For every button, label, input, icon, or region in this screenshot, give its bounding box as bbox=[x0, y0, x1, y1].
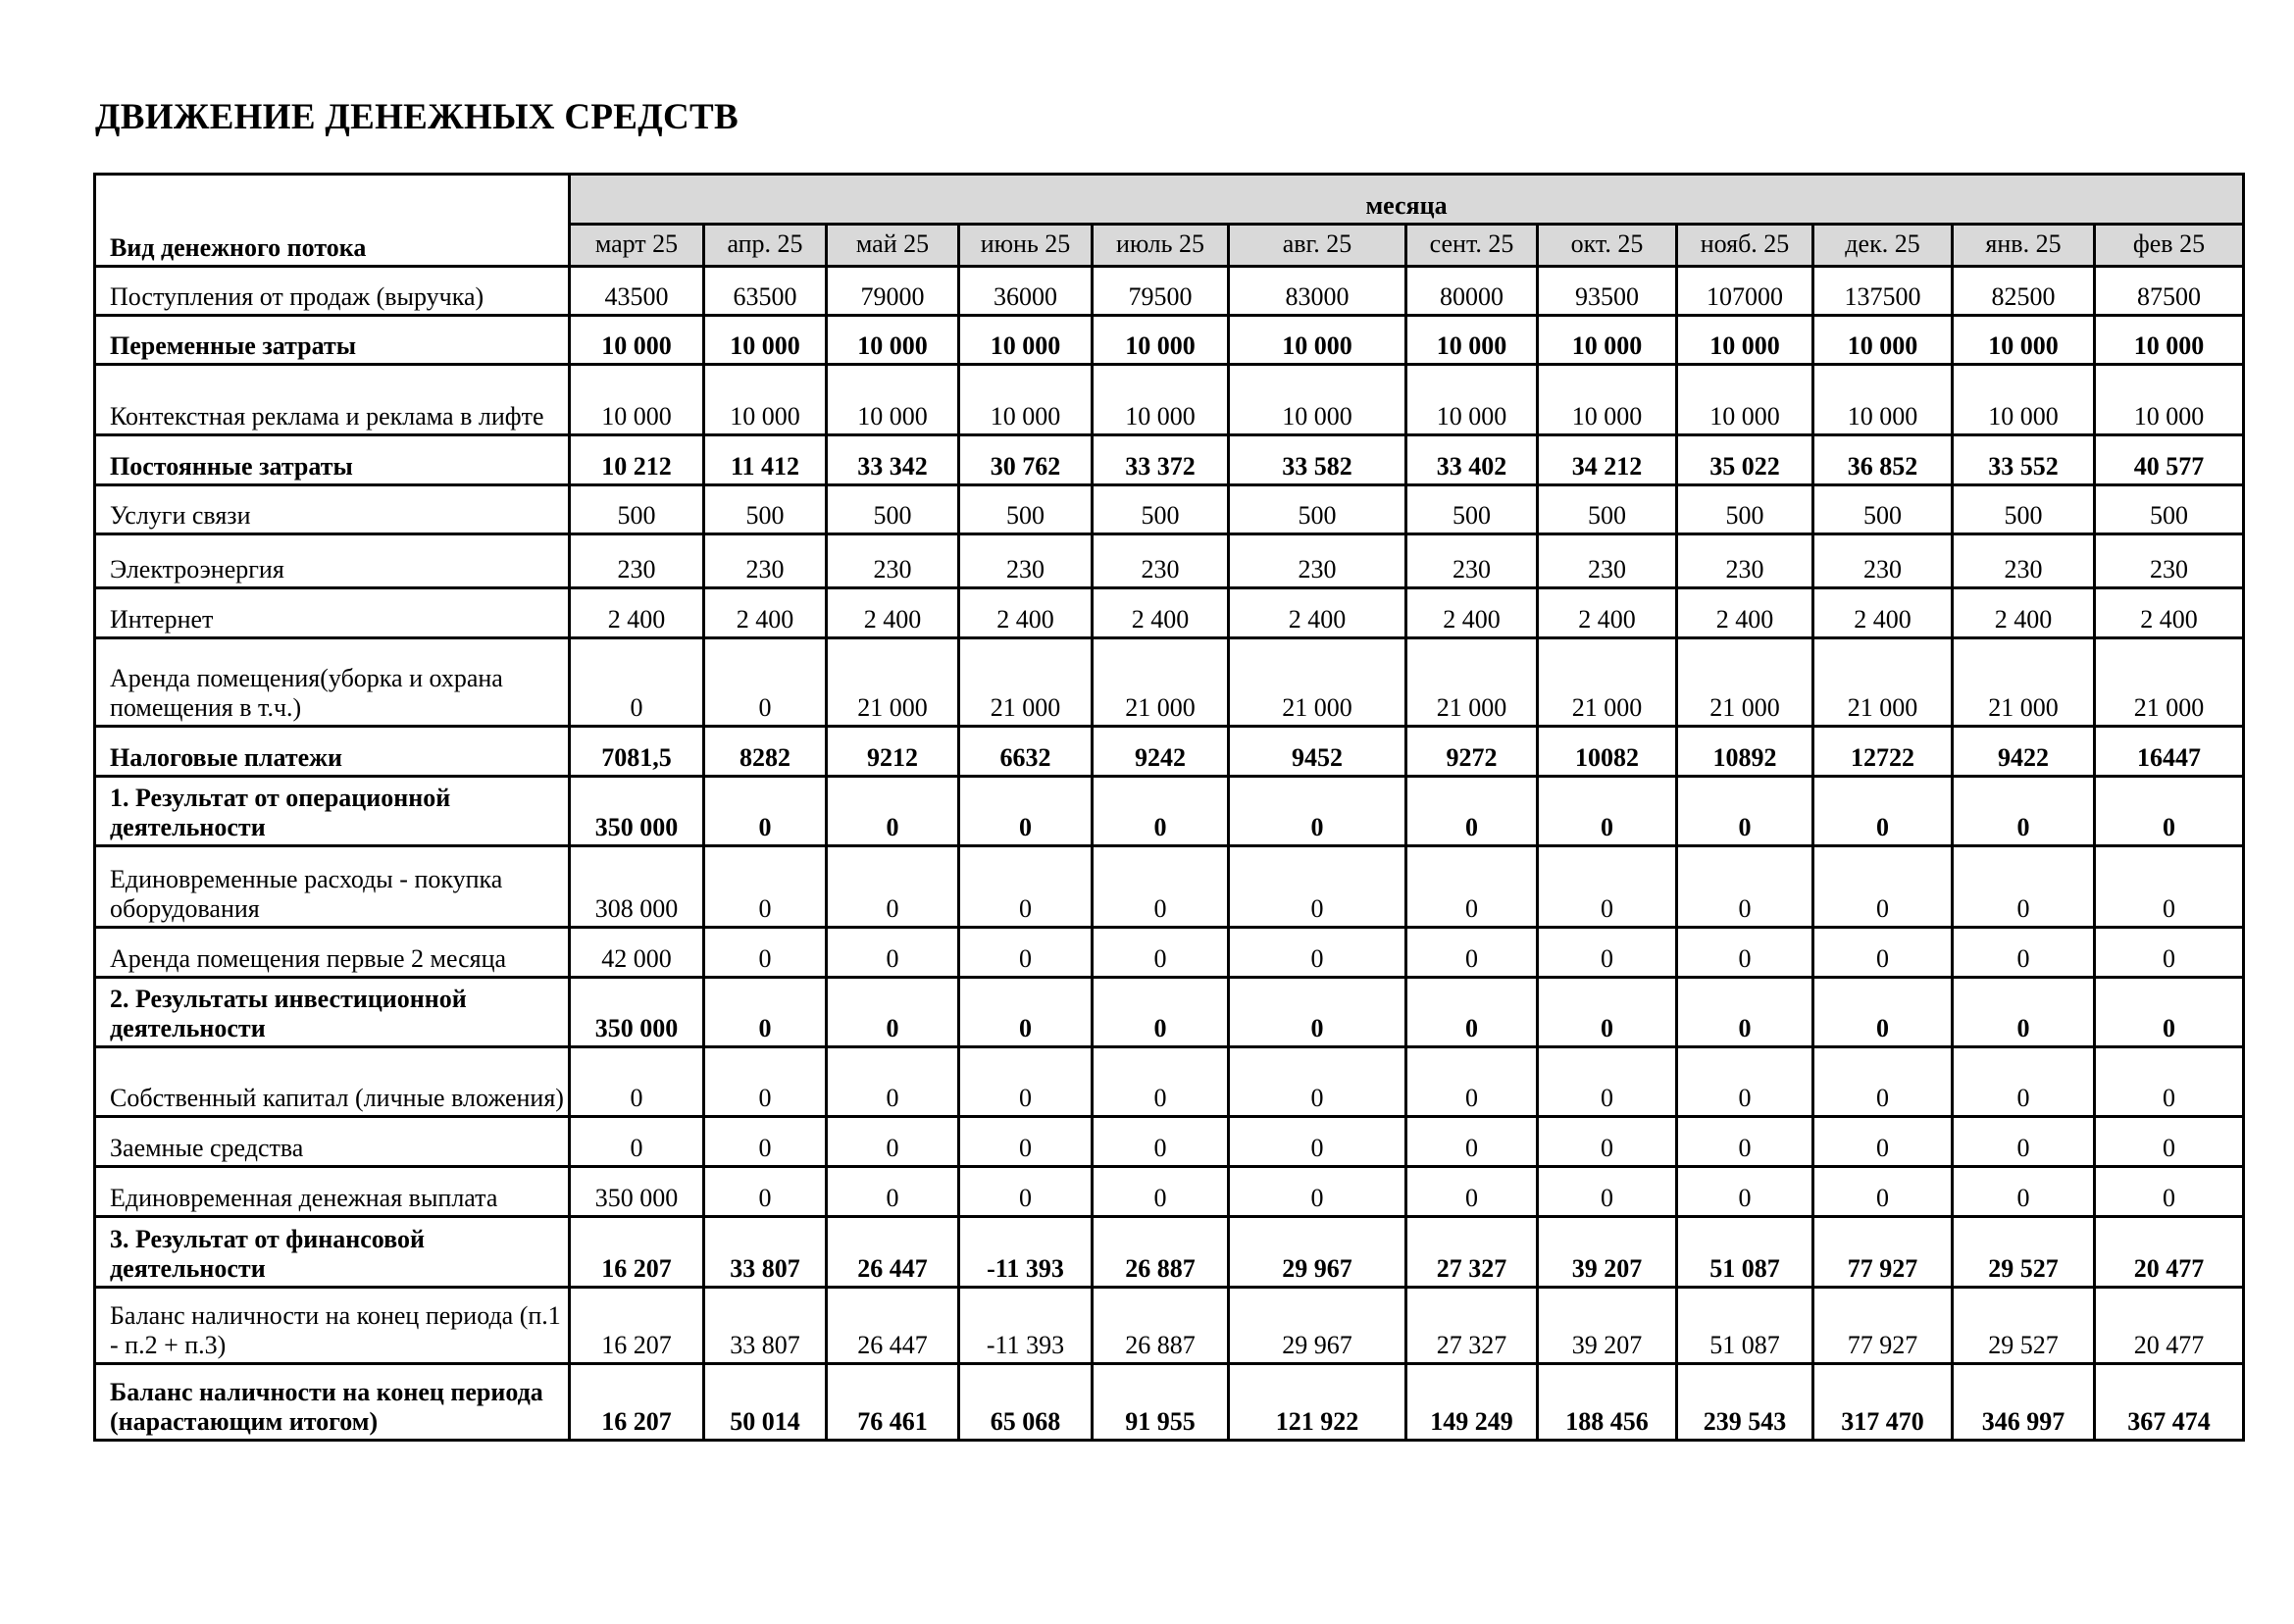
value-cell: 30 762 bbox=[959, 435, 1093, 485]
value-cell: 0 bbox=[959, 1167, 1093, 1217]
value-cell: 10082 bbox=[1538, 727, 1677, 777]
value-cell: 2 400 bbox=[1229, 588, 1406, 638]
value-cell: 0 bbox=[1953, 978, 2095, 1047]
value-cell: 0 bbox=[1813, 1047, 1953, 1117]
value-cell: 0 bbox=[570, 1047, 704, 1117]
value-cell: 33 807 bbox=[704, 1217, 827, 1288]
value-cell: 10 000 bbox=[704, 316, 827, 365]
value-cell: 308 000 bbox=[570, 846, 704, 928]
value-cell: 0 bbox=[1538, 846, 1677, 928]
value-cell: 9272 bbox=[1406, 727, 1538, 777]
value-cell: 0 bbox=[704, 638, 827, 727]
value-cell: 239 543 bbox=[1677, 1364, 1813, 1441]
value-cell: 29 527 bbox=[1953, 1288, 2095, 1364]
value-cell: 230 bbox=[1406, 534, 1538, 588]
value-cell: 0 bbox=[704, 1117, 827, 1167]
value-cell: 8282 bbox=[704, 727, 827, 777]
borrowed-funds-row bbox=[95, 1117, 2244, 1167]
page-title: ДВИЖЕНИЕ ДЕНЕЖНЫХ СРЕДСТВ bbox=[95, 97, 739, 137]
value-cell: 33 402 bbox=[1406, 435, 1538, 485]
value-cell: 51 087 bbox=[1677, 1288, 1813, 1364]
value-cell: 20 477 bbox=[2095, 1288, 2244, 1364]
value-cell: 10 000 bbox=[1953, 316, 2095, 365]
value-cell: 0 bbox=[1229, 978, 1406, 1047]
value-cell: 2 400 bbox=[1538, 588, 1677, 638]
value-cell: 500 bbox=[1677, 485, 1813, 534]
months-group-header: месяца bbox=[570, 175, 2244, 225]
value-cell: 230 bbox=[827, 534, 959, 588]
value-cell: 10 000 bbox=[1229, 316, 1406, 365]
value-cell: 0 bbox=[1538, 777, 1677, 846]
value-cell: 0 bbox=[2095, 1047, 2244, 1117]
equipment-purchase-row bbox=[95, 846, 2244, 928]
value-cell: 93500 bbox=[1538, 267, 1677, 316]
value-cell: 0 bbox=[1677, 846, 1813, 928]
value-cell: 2 400 bbox=[1813, 588, 1953, 638]
value-cell: 0 bbox=[827, 1117, 959, 1167]
row-label: Заемные средства bbox=[95, 1117, 570, 1167]
value-cell: 0 bbox=[704, 1167, 827, 1217]
value-cell: 21 000 bbox=[1813, 638, 1953, 727]
value-cell: 0 bbox=[1229, 846, 1406, 928]
value-cell: 0 bbox=[570, 1117, 704, 1167]
value-cell: 0 bbox=[827, 1047, 959, 1117]
value-cell: 0 bbox=[1406, 777, 1538, 846]
month-header: апр. 25 bbox=[704, 225, 827, 267]
value-cell: 33 582 bbox=[1229, 435, 1406, 485]
value-cell: -11 393 bbox=[959, 1288, 1093, 1364]
value-cell: 0 bbox=[1229, 1117, 1406, 1167]
value-cell: 0 bbox=[827, 777, 959, 846]
value-cell: 500 bbox=[570, 485, 704, 534]
value-cell: 77 927 bbox=[1813, 1217, 1953, 1288]
value-cell: 10 000 bbox=[1093, 365, 1229, 435]
value-cell: 9242 bbox=[1093, 727, 1229, 777]
value-cell: 350 000 bbox=[570, 777, 704, 846]
value-cell: 21 000 bbox=[959, 638, 1093, 727]
advertising-row bbox=[95, 365, 2244, 435]
value-cell: 500 bbox=[1538, 485, 1677, 534]
value-cell: 10 000 bbox=[959, 316, 1093, 365]
value-cell: 10 000 bbox=[570, 365, 704, 435]
row-label: Электроэнергия bbox=[95, 534, 570, 588]
value-cell: 20 477 bbox=[2095, 1217, 2244, 1288]
value-cell: 500 bbox=[1093, 485, 1229, 534]
value-cell: 0 bbox=[1953, 846, 2095, 928]
value-cell: 10 000 bbox=[1813, 316, 1953, 365]
value-cell: 10 000 bbox=[704, 365, 827, 435]
value-cell: 0 bbox=[1538, 978, 1677, 1047]
value-cell: 0 bbox=[1406, 928, 1538, 978]
value-cell: 10 000 bbox=[827, 365, 959, 435]
value-cell: 0 bbox=[1093, 846, 1229, 928]
variable-costs-row bbox=[95, 316, 2244, 365]
value-cell: 80000 bbox=[1406, 267, 1538, 316]
row-label: 3. Результат от финансовой деятельности bbox=[95, 1217, 570, 1288]
value-cell: 0 bbox=[959, 928, 1093, 978]
value-cell: 16 207 bbox=[570, 1364, 704, 1441]
row-label: Аренда помещения первые 2 месяца bbox=[95, 928, 570, 978]
month-header: янв. 25 bbox=[1953, 225, 2095, 267]
value-cell: 21 000 bbox=[1677, 638, 1813, 727]
value-cell: 230 bbox=[1677, 534, 1813, 588]
value-cell: 0 bbox=[570, 638, 704, 727]
value-cell: 317 470 bbox=[1813, 1364, 1953, 1441]
value-cell: 10892 bbox=[1677, 727, 1813, 777]
row-label: 1. Результат от операционной деятельности bbox=[95, 777, 570, 846]
value-cell: 35 022 bbox=[1677, 435, 1813, 485]
value-cell: 0 bbox=[1677, 978, 1813, 1047]
value-cell: 0 bbox=[704, 928, 827, 978]
internet-row bbox=[95, 588, 2244, 638]
value-cell: 500 bbox=[1953, 485, 2095, 534]
month-header: июль 25 bbox=[1093, 225, 1229, 267]
value-cell: 21 000 bbox=[1953, 638, 2095, 727]
value-cell: 500 bbox=[1406, 485, 1538, 534]
row-label: Собственный капитал (личные вложения) bbox=[95, 1047, 570, 1117]
value-cell: 0 bbox=[2095, 978, 2244, 1047]
value-cell: 2 400 bbox=[1953, 588, 2095, 638]
value-cell: 12722 bbox=[1813, 727, 1953, 777]
value-cell: 39 207 bbox=[1538, 1217, 1677, 1288]
value-cell: 39 207 bbox=[1538, 1288, 1677, 1364]
financial-result-row bbox=[95, 1217, 2244, 1288]
value-cell: 0 bbox=[827, 1167, 959, 1217]
value-cell: 121 922 bbox=[1229, 1364, 1406, 1441]
value-cell: 0 bbox=[1406, 978, 1538, 1047]
value-cell: 9422 bbox=[1953, 727, 2095, 777]
value-cell: 0 bbox=[1538, 1047, 1677, 1117]
value-cell: 0 bbox=[1406, 1117, 1538, 1167]
value-cell: 2 400 bbox=[1677, 588, 1813, 638]
row-label: Единовременные расходы - покупка оборудования bbox=[95, 846, 570, 928]
value-cell: 230 bbox=[959, 534, 1093, 588]
value-cell: 10 000 bbox=[1677, 365, 1813, 435]
value-cell: 43500 bbox=[570, 267, 704, 316]
value-cell: 10 000 bbox=[1953, 365, 2095, 435]
value-cell: 500 bbox=[2095, 485, 2244, 534]
value-cell: 10 000 bbox=[570, 316, 704, 365]
row-label: 2. Результаты инвестиционной деятельности bbox=[95, 978, 570, 1047]
value-cell: 33 372 bbox=[1093, 435, 1229, 485]
value-cell: 0 bbox=[1406, 1047, 1538, 1117]
value-cell: 29 967 bbox=[1229, 1217, 1406, 1288]
row-label: Поступления от продаж (выручка) bbox=[95, 267, 570, 316]
value-cell: 10 000 bbox=[1406, 365, 1538, 435]
value-cell: 26 447 bbox=[827, 1288, 959, 1364]
value-cell: 21 000 bbox=[827, 638, 959, 727]
row-label: Контекстная реклама и реклама в лифте bbox=[95, 365, 570, 435]
month-header: март 25 bbox=[570, 225, 704, 267]
month-header: фев 25 bbox=[2095, 225, 2244, 267]
row-label: Интернет bbox=[95, 588, 570, 638]
value-cell: 0 bbox=[1813, 928, 1953, 978]
value-cell: 2 400 bbox=[1406, 588, 1538, 638]
row-label: Аренда помещения(уборка и охрана помещения в т.ч.) bbox=[95, 638, 570, 727]
value-cell: 87500 bbox=[2095, 267, 2244, 316]
value-cell: 10 000 bbox=[1538, 365, 1677, 435]
value-cell: 367 474 bbox=[2095, 1364, 2244, 1441]
value-cell: 51 087 bbox=[1677, 1217, 1813, 1288]
value-cell: 10 000 bbox=[827, 316, 959, 365]
value-cell: 2 400 bbox=[2095, 588, 2244, 638]
electricity-row bbox=[95, 534, 2244, 588]
value-cell: 63500 bbox=[704, 267, 827, 316]
value-cell: 350 000 bbox=[570, 1167, 704, 1217]
month-header: сент. 25 bbox=[1406, 225, 1538, 267]
value-cell: 230 bbox=[2095, 534, 2244, 588]
value-cell: 0 bbox=[1093, 978, 1229, 1047]
value-cell: 0 bbox=[959, 1117, 1093, 1167]
value-cell: 6632 bbox=[959, 727, 1093, 777]
value-cell: 230 bbox=[1953, 534, 2095, 588]
value-cell: 10 000 bbox=[1538, 316, 1677, 365]
month-header: июнь 25 bbox=[959, 225, 1093, 267]
value-cell: 10 212 bbox=[570, 435, 704, 485]
row-label: Переменные затраты bbox=[95, 316, 570, 365]
value-cell: 0 bbox=[1093, 777, 1229, 846]
value-cell: 76 461 bbox=[827, 1364, 959, 1441]
row-label: Баланс наличности на конец периода (нарастающим итогом) bbox=[95, 1364, 570, 1441]
value-cell: 26 887 bbox=[1093, 1217, 1229, 1288]
value-cell: 79000 bbox=[827, 267, 959, 316]
value-cell: 16447 bbox=[2095, 727, 2244, 777]
value-cell: 77 927 bbox=[1813, 1288, 1953, 1364]
value-cell: 0 bbox=[827, 928, 959, 978]
value-cell: 21 000 bbox=[2095, 638, 2244, 727]
value-cell: 34 212 bbox=[1538, 435, 1677, 485]
value-cell: 0 bbox=[1953, 928, 2095, 978]
month-header: окт. 25 bbox=[1538, 225, 1677, 267]
value-cell: 40 577 bbox=[2095, 435, 2244, 485]
value-cell: 230 bbox=[704, 534, 827, 588]
value-cell: 350 000 bbox=[570, 978, 704, 1047]
value-cell: 107000 bbox=[1677, 267, 1813, 316]
value-cell: 0 bbox=[704, 846, 827, 928]
office-rent-row bbox=[95, 638, 2244, 727]
value-cell: 0 bbox=[1953, 1117, 2095, 1167]
value-cell: 10 000 bbox=[1813, 365, 1953, 435]
value-cell: 0 bbox=[2095, 777, 2244, 846]
value-cell: 0 bbox=[959, 978, 1093, 1047]
value-cell: 33 342 bbox=[827, 435, 959, 485]
fixed-costs-row bbox=[95, 435, 2244, 485]
value-cell: 0 bbox=[1538, 1117, 1677, 1167]
value-cell: 500 bbox=[704, 485, 827, 534]
value-cell: 0 bbox=[2095, 1167, 2244, 1217]
value-cell: 29 967 bbox=[1229, 1288, 1406, 1364]
value-cell: 230 bbox=[1229, 534, 1406, 588]
value-cell: 230 bbox=[1093, 534, 1229, 588]
value-cell: 0 bbox=[959, 846, 1093, 928]
value-cell: 16 207 bbox=[570, 1288, 704, 1364]
value-cell: 36000 bbox=[959, 267, 1093, 316]
cumulative-balance-row bbox=[95, 1364, 2244, 1441]
value-cell: 0 bbox=[2095, 846, 2244, 928]
flow-type-header: Вид денежного потока bbox=[95, 175, 570, 267]
value-cell: 82500 bbox=[1953, 267, 2095, 316]
value-cell: 10 000 bbox=[1406, 316, 1538, 365]
value-cell: 0 bbox=[1813, 777, 1953, 846]
value-cell: 21 000 bbox=[1538, 638, 1677, 727]
value-cell: 0 bbox=[1538, 928, 1677, 978]
own-capital-row bbox=[95, 1047, 2244, 1117]
month-header: май 25 bbox=[827, 225, 959, 267]
row-label: Постоянные затраты bbox=[95, 435, 570, 485]
period-balance-row bbox=[95, 1288, 2244, 1364]
header-row-group bbox=[95, 175, 2244, 225]
row-label: Налоговые платежи bbox=[95, 727, 570, 777]
value-cell: 149 249 bbox=[1406, 1364, 1538, 1441]
value-cell: 10 000 bbox=[959, 365, 1093, 435]
value-cell: 83000 bbox=[1229, 267, 1406, 316]
row-label: Услуги связи bbox=[95, 485, 570, 534]
revenue-row bbox=[95, 267, 2244, 316]
value-cell: 0 bbox=[1229, 1167, 1406, 1217]
value-cell: 10 000 bbox=[2095, 365, 2244, 435]
value-cell: 0 bbox=[827, 978, 959, 1047]
row-label: Баланс наличности на конец периода (п.1 - п.2 + п.3) bbox=[95, 1288, 570, 1364]
value-cell: 2 400 bbox=[959, 588, 1093, 638]
initial-rent-row bbox=[95, 928, 2244, 978]
value-cell: 9452 bbox=[1229, 727, 1406, 777]
value-cell: 230 bbox=[570, 534, 704, 588]
value-cell: 0 bbox=[1677, 1117, 1813, 1167]
value-cell: 79500 bbox=[1093, 267, 1229, 316]
value-cell: 0 bbox=[1953, 777, 2095, 846]
value-cell: 0 bbox=[1677, 1167, 1813, 1217]
value-cell: 36 852 bbox=[1813, 435, 1953, 485]
value-cell: -11 393 bbox=[959, 1217, 1093, 1288]
value-cell: 0 bbox=[704, 978, 827, 1047]
value-cell: 42 000 bbox=[570, 928, 704, 978]
value-cell: 0 bbox=[1538, 1167, 1677, 1217]
value-cell: 137500 bbox=[1813, 267, 1953, 316]
value-cell: 0 bbox=[1813, 1167, 1953, 1217]
value-cell: 500 bbox=[959, 485, 1093, 534]
cash-flow-table bbox=[93, 173, 2245, 1442]
value-cell: 230 bbox=[1538, 534, 1677, 588]
value-cell: 0 bbox=[1953, 1047, 2095, 1117]
value-cell: 10 000 bbox=[1229, 365, 1406, 435]
value-cell: 0 bbox=[1813, 978, 1953, 1047]
value-cell: 26 887 bbox=[1093, 1288, 1229, 1364]
value-cell: 0 bbox=[1406, 846, 1538, 928]
value-cell: 500 bbox=[827, 485, 959, 534]
value-cell: 21 000 bbox=[1406, 638, 1538, 727]
tax-payments-row bbox=[95, 727, 2244, 777]
value-cell: 16 207 bbox=[570, 1217, 704, 1288]
value-cell: 0 bbox=[1093, 928, 1229, 978]
month-header: дек. 25 bbox=[1813, 225, 1953, 267]
value-cell: 10 000 bbox=[1677, 316, 1813, 365]
one-time-payment-row bbox=[95, 1167, 2244, 1217]
value-cell: 27 327 bbox=[1406, 1217, 1538, 1288]
value-cell: 9212 bbox=[827, 727, 959, 777]
value-cell: 188 456 bbox=[1538, 1364, 1677, 1441]
value-cell: 0 bbox=[1677, 928, 1813, 978]
investment-result-row bbox=[95, 978, 2244, 1047]
value-cell: 0 bbox=[1813, 846, 1953, 928]
value-cell: 2 400 bbox=[827, 588, 959, 638]
value-cell: 0 bbox=[1093, 1047, 1229, 1117]
value-cell: 10 000 bbox=[2095, 316, 2244, 365]
value-cell: 0 bbox=[1229, 777, 1406, 846]
value-cell: 0 bbox=[2095, 928, 2244, 978]
value-cell: 0 bbox=[827, 846, 959, 928]
value-cell: 0 bbox=[1813, 1117, 1953, 1167]
value-cell: 65 068 bbox=[959, 1364, 1093, 1441]
communication-row bbox=[95, 485, 2244, 534]
value-cell: 230 bbox=[1813, 534, 1953, 588]
value-cell: 26 447 bbox=[827, 1217, 959, 1288]
value-cell: 0 bbox=[1093, 1167, 1229, 1217]
value-cell: 33 807 bbox=[704, 1288, 827, 1364]
value-cell: 27 327 bbox=[1406, 1288, 1538, 1364]
value-cell: 91 955 bbox=[1093, 1364, 1229, 1441]
value-cell: 0 bbox=[1406, 1167, 1538, 1217]
value-cell: 0 bbox=[1229, 1047, 1406, 1117]
value-cell: 0 bbox=[704, 777, 827, 846]
value-cell: 0 bbox=[1677, 777, 1813, 846]
value-cell: 0 bbox=[959, 1047, 1093, 1117]
value-cell: 0 bbox=[2095, 1117, 2244, 1167]
month-header: нояб. 25 bbox=[1677, 225, 1813, 267]
month-header: авг. 25 bbox=[1229, 225, 1406, 267]
value-cell: 0 bbox=[1953, 1167, 2095, 1217]
table-body bbox=[95, 267, 2244, 1441]
value-cell: 10 000 bbox=[1093, 316, 1229, 365]
value-cell: 11 412 bbox=[704, 435, 827, 485]
value-cell: 500 bbox=[1813, 485, 1953, 534]
value-cell: 21 000 bbox=[1093, 638, 1229, 727]
row-label: Единовременная денежная выплата bbox=[95, 1167, 570, 1217]
value-cell: 500 bbox=[1229, 485, 1406, 534]
value-cell: 0 bbox=[1229, 928, 1406, 978]
value-cell: 33 552 bbox=[1953, 435, 2095, 485]
value-cell: 7081,5 bbox=[570, 727, 704, 777]
value-cell: 346 997 bbox=[1953, 1364, 2095, 1441]
value-cell: 2 400 bbox=[570, 588, 704, 638]
value-cell: 29 527 bbox=[1953, 1217, 2095, 1288]
value-cell: 2 400 bbox=[704, 588, 827, 638]
value-cell: 0 bbox=[704, 1047, 827, 1117]
value-cell: 0 bbox=[1093, 1117, 1229, 1167]
value-cell: 0 bbox=[959, 777, 1093, 846]
value-cell: 0 bbox=[1677, 1047, 1813, 1117]
value-cell: 50 014 bbox=[704, 1364, 827, 1441]
value-cell: 21 000 bbox=[1229, 638, 1406, 727]
value-cell: 2 400 bbox=[1093, 588, 1229, 638]
operating-result-row bbox=[95, 777, 2244, 846]
